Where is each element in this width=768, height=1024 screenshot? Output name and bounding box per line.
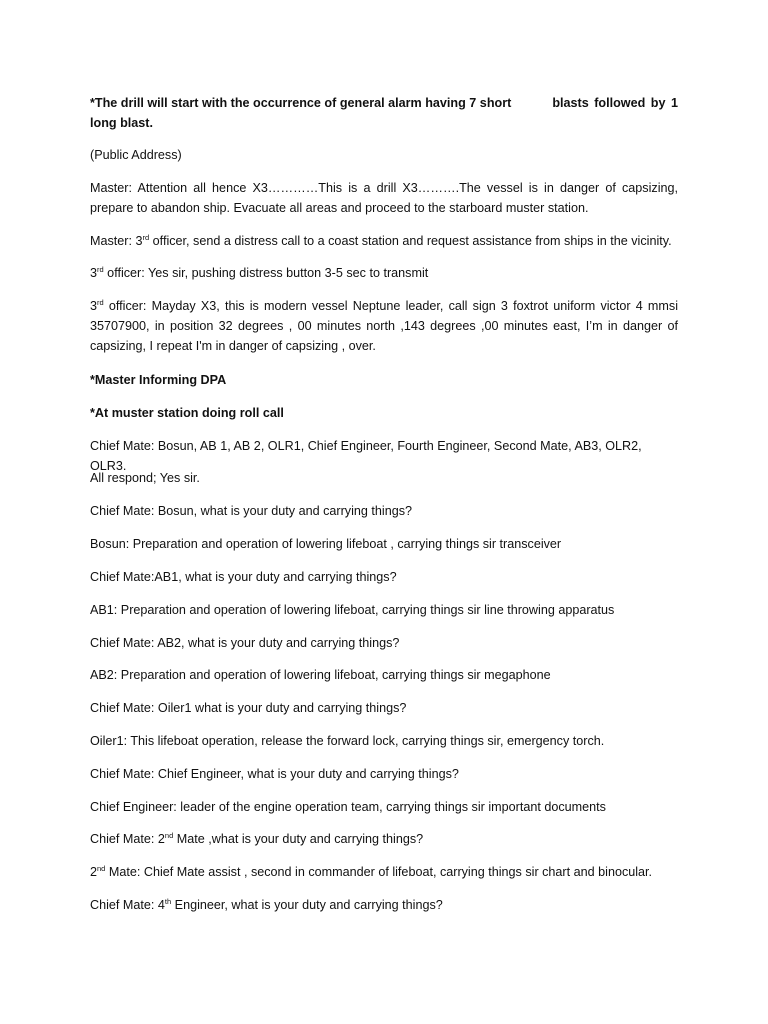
question-ab1: Chief Mate:AB1, what is your duty and carrying things? bbox=[90, 570, 397, 584]
public-address-line: (Public Address) bbox=[90, 148, 182, 162]
all-respond-line: All respond; Yes sir. bbox=[90, 471, 200, 485]
answer-oiler1: Oiler1: This lifeboat operation, release the forward lock, carrying things sir, emergency torch. bbox=[90, 734, 605, 748]
officer-distress-button-line: 3rd officer: Yes sir, pushing distress button 3-5 sec to transmit bbox=[90, 265, 429, 280]
answer-ab1: AB1: Preparation and operation of lowering lifeboat, carrying things sir line throwing apparatus bbox=[90, 603, 615, 617]
question-4th-engineer: Chief Mate: 4th Engineer, what is your duty and carrying things? bbox=[90, 897, 443, 912]
alarm-text-start: *The drill will start with the occurrence of general alarm having 7 short bbox=[90, 96, 512, 110]
muster-roll-call-heading: *At muster station doing roll call bbox=[90, 406, 284, 420]
officer-mayday-paragraph: 3rd officer: Mayday X3, this is modern vessel Neptune leader, call sign 3 foxtrot uniform victor 4 mmsi 35707900, in position 32 degrees , 00 minutes north ,143 degrees ,00 minutes east, I’m in danger of capsizing, I repeat I'm in danger of capsizing , over. bbox=[90, 298, 678, 353]
master-distress-order: Master: 3rd officer, send a distress call to a coast station and request assistance from ships in the vicinity. bbox=[90, 233, 672, 248]
alarm-paragraph bbox=[90, 93, 678, 133]
question-ab2: Chief Mate: AB2, what is your duty and carrying things? bbox=[90, 636, 400, 650]
question-bosun: Chief Mate: Bosun, what is your duty and carrying things? bbox=[90, 504, 413, 518]
answer-2nd-mate: 2nd Mate: Chief Mate assist , second in commander of lifeboat, carrying things sir chart and binocular. bbox=[90, 864, 653, 879]
master-dpa-heading: *Master Informing DPA bbox=[90, 373, 227, 387]
master-attention-paragraph: Master: Attention all hence X3…………This is a drill X3……….The vessel is in danger of capsizing, prepare to abandon ship. Evacuate all areas and proceed to the starboard muster station. bbox=[90, 181, 678, 215]
question-oiler1: Chief Mate: Oiler1 what is your duty and carrying things? bbox=[90, 701, 407, 715]
alarm-text-continued: long blast. bbox=[90, 116, 153, 130]
answer-bosun: Bosun: Preparation and operation of lowering lifeboat , carrying things sir transceiver bbox=[90, 537, 562, 551]
answer-chief-engineer: Chief Engineer: leader of the engine operation team, carrying things sir important documents bbox=[90, 800, 606, 814]
question-2nd-mate: Chief Mate: 2nd Mate ,what is your duty and carrying things? bbox=[90, 831, 424, 846]
answer-ab2: AB2: Preparation and operation of lowering lifeboat, carrying things sir megaphone bbox=[90, 668, 551, 682]
roll-call-line: Chief Mate: Bosun, AB 1, AB 2, OLR1, Chief Engineer, Fourth Engineer, Second Mate, AB3, OLR2, OLR3. bbox=[90, 439, 642, 473]
alarm-text-end: blasts followed by 1 bbox=[552, 96, 678, 110]
question-chief-engineer: Chief Mate: Chief Engineer, what is your duty and carrying things? bbox=[90, 767, 459, 781]
